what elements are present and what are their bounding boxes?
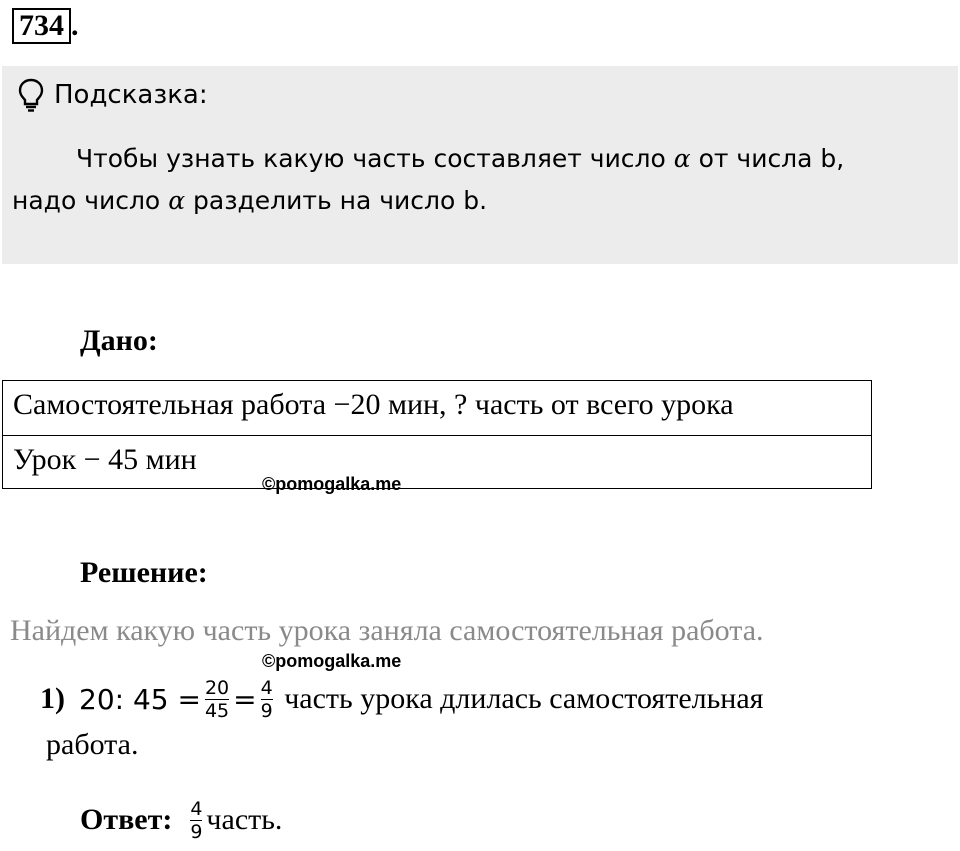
answer-text: часть. (206, 803, 283, 836)
hint-line-1 (12, 138, 942, 180)
answer (80, 790, 282, 850)
given-table (2, 380, 872, 489)
exercise-number (12, 8, 79, 44)
given-row-lesson: Урок − 45 мин (3, 435, 871, 489)
hint-var-a: α (673, 144, 691, 173)
fraction-4-9 (261, 677, 273, 722)
fraction-numerator: 20 (204, 676, 230, 699)
watermark-2: ©pomogalka.me (262, 651, 402, 671)
hint-line-2 (12, 180, 942, 222)
fraction-denominator: 45 (204, 699, 230, 722)
fraction-denominator: 9 (190, 820, 203, 843)
given-row-work: Самостоятельная работа −20 мин, ? часть от всего урока (13, 388, 734, 421)
hint-text (12, 138, 942, 222)
fraction-20-45 (205, 677, 229, 722)
exercise-number-box: 734 (12, 8, 71, 44)
hint-var-a-2: α (168, 186, 186, 215)
hint-line-2-a: надо число (12, 186, 169, 215)
step-label: 1) (40, 682, 65, 715)
solution-intro: Найдем какую часть урока заняла самостоятельная работа. (10, 614, 764, 647)
hint-title: Подсказка: (54, 80, 208, 110)
fraction-denominator: 9 (260, 699, 273, 722)
hint-line-2-b: разделить на число b. (185, 186, 488, 215)
lightbulb-icon (18, 78, 44, 112)
step-text: часть урока длилась самостоятельная (276, 682, 764, 715)
watermark-1: ©pomogalka.me (262, 474, 402, 494)
answer-label: Ответ: (80, 803, 173, 836)
exercise-number-dot: . (71, 9, 79, 42)
given-title: Дано: (80, 324, 158, 357)
solution-step-1 (40, 668, 763, 730)
fraction-numerator: 4 (260, 676, 273, 699)
solution-title: Решение: (80, 556, 208, 589)
step-text-continued: работа. (46, 728, 139, 761)
hint-line-1-b: от числа b, (690, 144, 845, 173)
fraction-numerator: 4 (190, 797, 203, 820)
step-expr-start: 20: 45 = (79, 682, 201, 716)
answer-fraction (190, 798, 202, 843)
hint-header (18, 78, 208, 112)
step-eq: = (233, 682, 257, 716)
hint-line-1-a: Чтобы узнать какую часть составляет число (76, 144, 674, 173)
